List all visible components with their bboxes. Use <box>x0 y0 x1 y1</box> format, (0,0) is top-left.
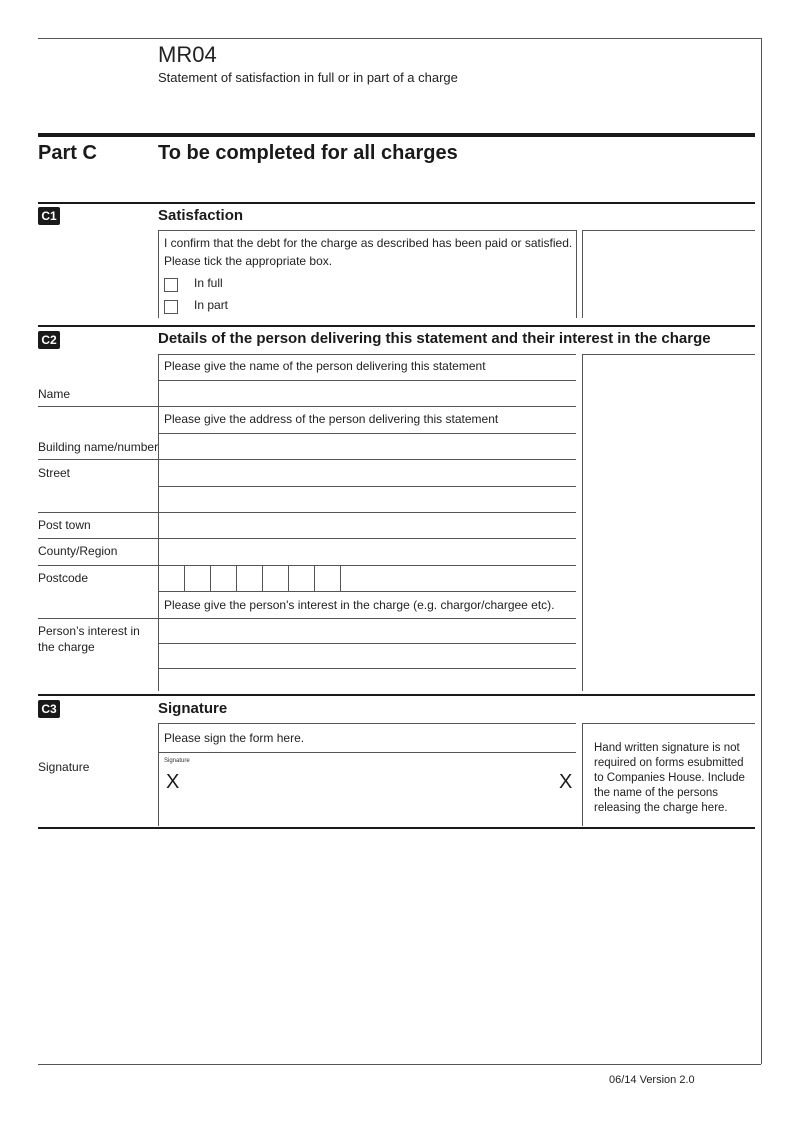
c3-badge: C3 <box>38 700 60 718</box>
postcode-cell-divider <box>314 565 315 591</box>
c1-divider <box>38 202 755 204</box>
in-part-checkbox[interactable] <box>164 300 178 314</box>
c3-side-left <box>582 723 583 826</box>
postcode-cell-divider <box>340 565 341 591</box>
signature-note-line5: releasing the charge here. <box>594 802 728 814</box>
signature-cross-right: X <box>559 771 573 793</box>
signature-box-caption: Signature <box>164 758 190 764</box>
c2-row-line-10 <box>158 591 576 592</box>
signature-label: Signature <box>38 760 90 774</box>
name-label: Name <box>38 387 71 401</box>
top-border <box>38 38 761 39</box>
name-instruction: Please give the name of the person delivering this statement <box>164 359 486 373</box>
address-instruction: Please give the address of the person delivering this statement <box>164 412 499 426</box>
postcode-cell-divider <box>210 565 211 591</box>
in-full-label: In full <box>194 276 223 290</box>
c3-divider <box>38 694 755 696</box>
interest-instruction: Please give the person's interest in the charge (e.g. chargor/chargee etc). <box>164 598 555 612</box>
signature-cross-left: X <box>166 771 180 793</box>
c2-row-line-3 <box>38 406 576 407</box>
postcode-cell-divider <box>288 565 289 591</box>
interest-field-3[interactable] <box>159 669 576 691</box>
post-town-label: Post town <box>38 518 91 532</box>
c1-instruction-line2: Please tick the appropriate box. <box>164 254 333 268</box>
street-field-1[interactable] <box>159 460 576 485</box>
in-part-label: In part <box>194 298 229 312</box>
form-code: MR04 <box>158 42 217 67</box>
interest-field-1[interactable] <box>159 619 576 643</box>
c3-title: Signature <box>158 700 228 717</box>
form-title: Statement of satisfaction in full or in part of a charge <box>158 70 458 85</box>
postcode-cell-divider <box>262 565 263 591</box>
street-field-2[interactable] <box>159 487 576 511</box>
c3-side-top <box>582 723 755 724</box>
name-field[interactable] <box>159 381 576 406</box>
c3-bottom-divider <box>38 827 755 829</box>
c1-box-right <box>576 230 577 318</box>
c2-title: Details of the person delivering this statement and their interest in the charge <box>158 330 711 347</box>
part-divider <box>38 133 755 137</box>
post-town-field[interactable] <box>159 513 576 538</box>
signature-note <box>594 741 745 816</box>
building-field[interactable] <box>159 434 576 459</box>
signature-note-line4: the name of the persons <box>594 787 719 799</box>
c2-badge: C2 <box>38 331 60 349</box>
c1-title: Satisfaction <box>158 207 244 224</box>
c3-row-line-1 <box>158 723 576 724</box>
c2-row-line-1 <box>158 354 576 355</box>
version-footer: 06/14 Version 2.0 <box>609 1074 695 1086</box>
signature-note-line1: Hand written signature is not <box>594 742 740 754</box>
postcode-cell-divider <box>236 565 237 591</box>
right-border <box>761 38 762 1064</box>
c1-instruction-line1: I confirm that the debt for the charge as described has been paid or satisfied. <box>164 236 573 250</box>
c2-divider <box>38 325 755 327</box>
signature-note-line3: to Companies House. Include <box>594 772 745 784</box>
county-label: County/Region <box>38 544 118 558</box>
signature-note-line2: required on forms esubmitted <box>594 757 744 769</box>
c2-side-top <box>582 354 755 355</box>
c1-side-top <box>582 230 755 231</box>
sign-instruction: Please sign the form here. <box>164 731 305 745</box>
in-full-checkbox[interactable] <box>164 278 178 292</box>
interest-label-line1: Person’s interest in <box>38 624 140 638</box>
c1-box-left <box>158 230 159 318</box>
c1-badge: C1 <box>38 207 60 225</box>
building-label: Building name/number <box>38 440 159 454</box>
c1-box-top <box>158 230 576 231</box>
part-label: Part C <box>38 142 97 164</box>
postcode-cell-divider <box>184 565 185 591</box>
county-field[interactable] <box>159 539 576 564</box>
part-title: To be completed for all charges <box>158 142 458 164</box>
postcode-label: Postcode <box>38 571 89 585</box>
street-label: Street <box>38 466 71 480</box>
interest-label-line2: the charge <box>38 640 95 654</box>
postcode-cells[interactable] <box>158 565 368 591</box>
bottom-border <box>38 1064 761 1065</box>
c1-side-left <box>582 230 583 318</box>
interest-field-2[interactable] <box>159 644 576 668</box>
signature-box[interactable] <box>159 753 576 826</box>
c2-side-left <box>582 354 583 691</box>
